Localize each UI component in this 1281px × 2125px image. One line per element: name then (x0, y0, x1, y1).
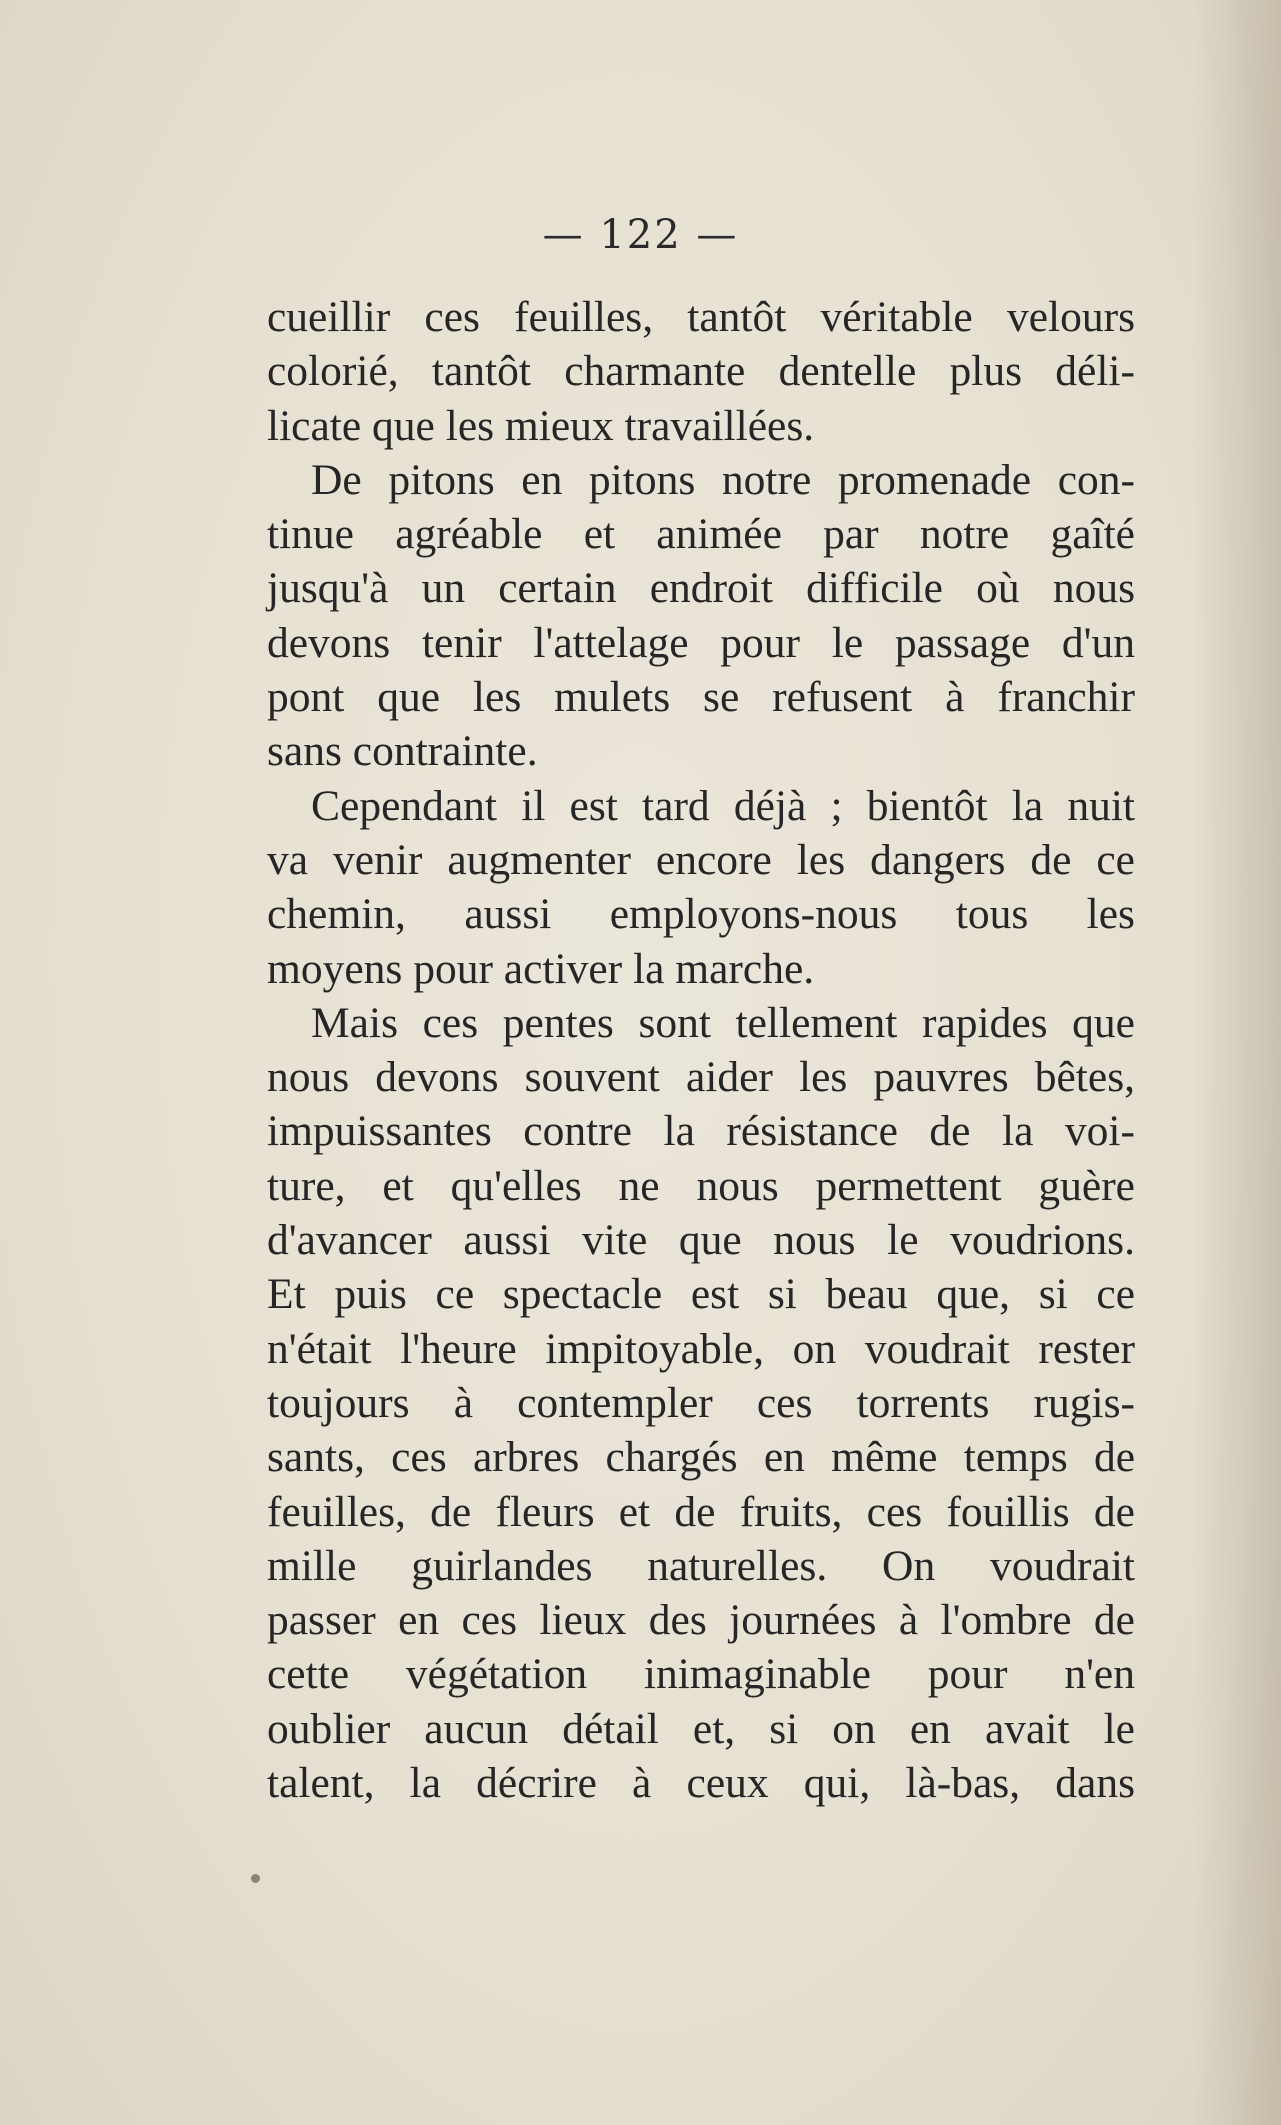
text-line: n'était l'heure impitoyable, on voudrait rester (267, 1324, 1135, 1373)
page-number: — 122 — (542, 212, 739, 258)
paper-speck (251, 1874, 260, 1883)
text-line: moyens pour activer la marche. (267, 944, 815, 993)
body-text (267, 290, 1135, 1810)
text-line: devons tenir l'attelage pour le passage d'un (267, 618, 1135, 667)
text-line: talent, la décrire à ceux qui, là-bas, dans (267, 1759, 1135, 1808)
text-line: mille guirlandes naturelles. On voudrait (267, 1541, 1135, 1590)
text-line: va venir augmenter encore les dangers de ce (267, 835, 1135, 884)
text-line: chemin, aussi employons-nous tous les (267, 890, 1135, 939)
text-line: feuilles, de fleurs et de fruits, ces fouillis de (267, 1487, 1135, 1536)
text-line: pont que les mulets se refusent à franchir (267, 673, 1135, 722)
text-line: licate que les mieux travaillées. (267, 401, 815, 450)
text-line: passer en ces lieux des journées à l'ombre de (267, 1596, 1135, 1645)
text-line: oublier aucun détail et, si on en avait le (267, 1704, 1135, 1753)
text-line: sans contrainte. (267, 727, 538, 776)
text-line: tinue agréable et animée par notre gaîté (267, 510, 1135, 559)
text-line: cueillir ces feuilles, tantôt véritable velours (267, 293, 1135, 341)
text-line: jusqu'à un certain endroit difficile où nous (267, 564, 1135, 613)
text-line: nous devons souvent aider les pauvres bêtes, (267, 1053, 1135, 1102)
text-line: Cependant il est tard déjà ; bientôt la nuit (311, 781, 1135, 830)
text-line: sants, ces arbres chargés en même temps de (267, 1433, 1135, 1482)
text-line: impuissantes contre la résistance de la voi- (267, 1107, 1135, 1156)
text-line: d'avancer aussi vite que nous le voudrions. (267, 1216, 1135, 1265)
text-line: Et puis ce spectacle est si beau que, si ce (267, 1270, 1135, 1319)
text-line: colorié, tantôt charmante dentelle plus déli- (267, 347, 1135, 396)
page-edge-shadow (1191, 0, 1281, 2125)
text-line: De pitons en pitons notre promenade con- (311, 455, 1135, 504)
text-line: cette végétation inimaginable pour n'en (267, 1650, 1135, 1699)
text-line: toujours à contempler ces torrents rugis- (267, 1378, 1135, 1427)
text-line: ture, et qu'elles ne nous permettent guère (267, 1161, 1135, 1210)
text-line: Mais ces pentes sont tellement rapides que (311, 998, 1135, 1047)
